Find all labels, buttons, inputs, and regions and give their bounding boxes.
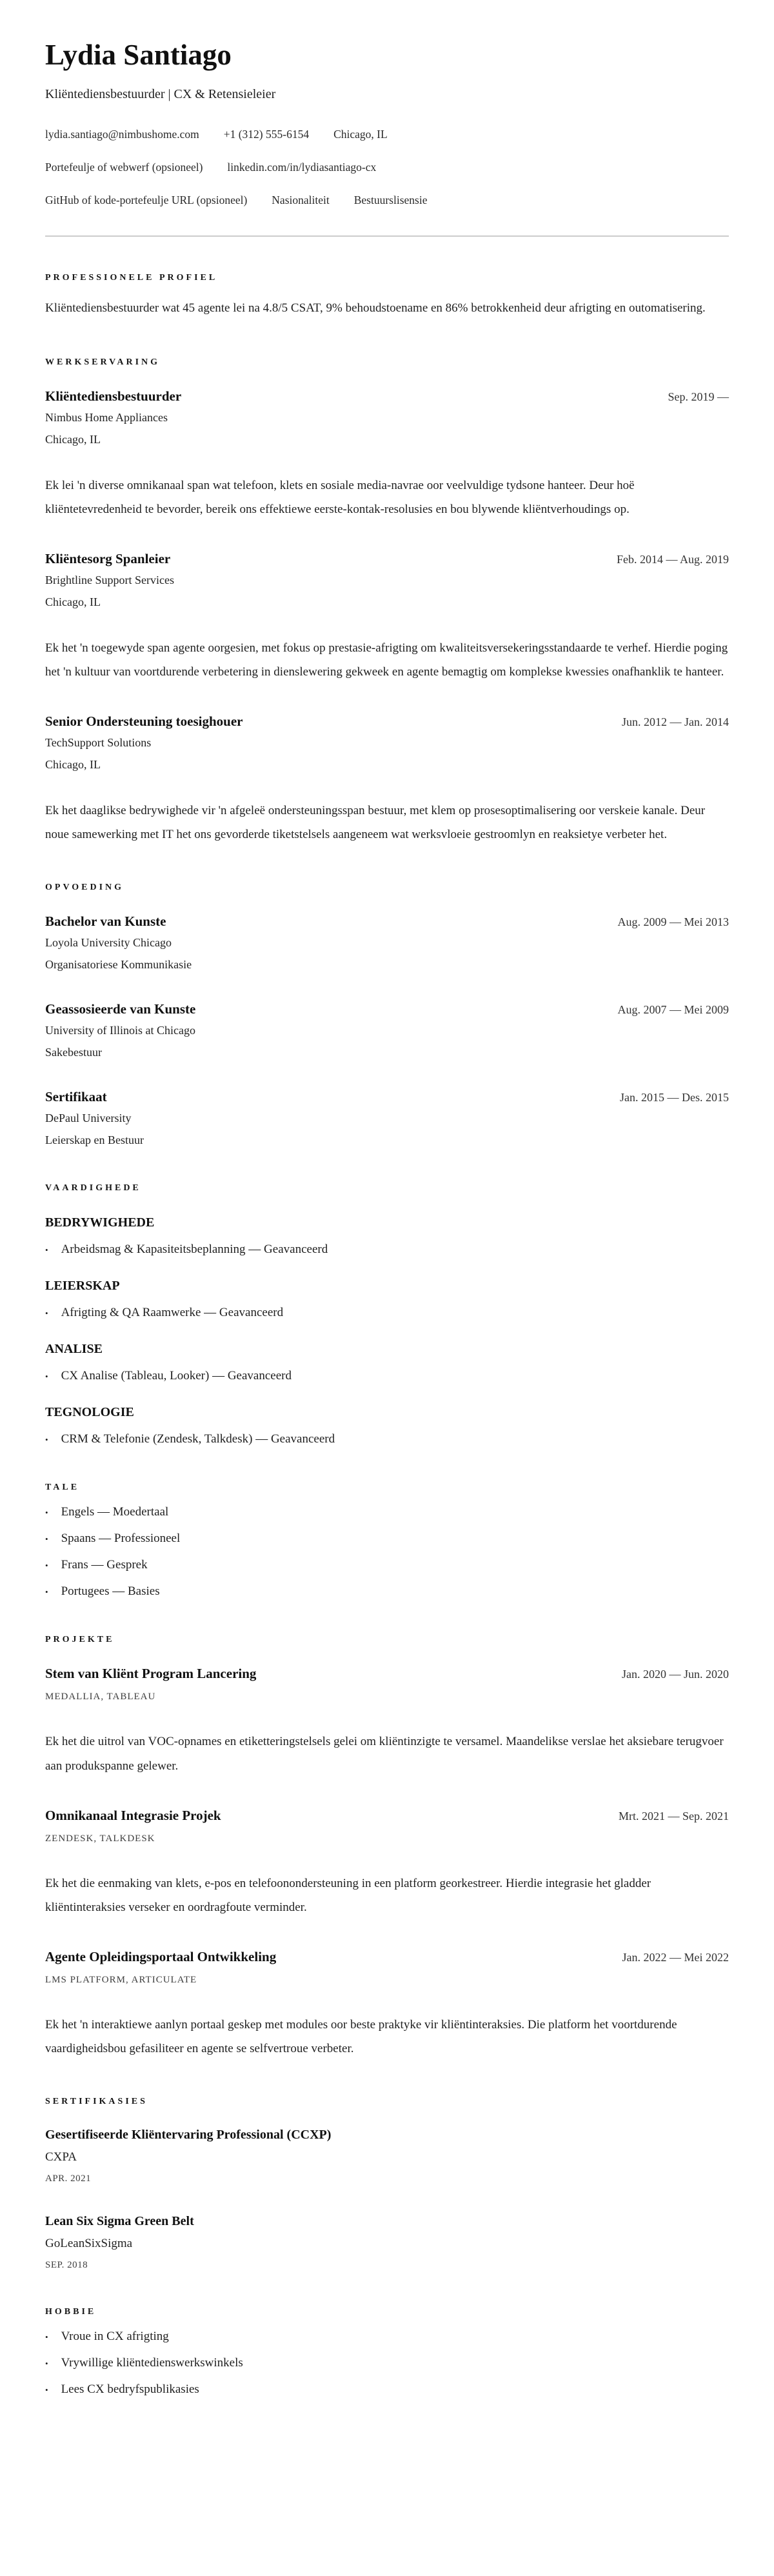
linkedin-text: linkedin.com/in/lydiasantiago-cx: [227, 161, 377, 174]
skills-heading: VAARDIGHEDE: [45, 1183, 141, 1193]
hobby-item: [45, 2382, 729, 2397]
nationality-text: Nasionaliteit: [272, 194, 330, 207]
section-certifications: [45, 2097, 729, 2271]
skill-item-text: Arbeidsmag & Kapasiteitsbeplanning — Geavanceerd: [61, 1243, 328, 1257]
contact-row-1: [45, 128, 729, 141]
profile-text: Kliëntediensbestuurder wat 45 agente lei na 4.8/5 CSAT, 9% behoudstoename en 86% betrokkenheid deur afrigting en outomatisering.: [45, 301, 706, 315]
language-item-text: Engels — Moedertaal: [61, 1505, 169, 1519]
job-title: Kliëntediensbestuurder: [45, 388, 182, 404]
skill-category: [45, 1279, 729, 1320]
email-text: lydia.santiago@nimbushome.com: [45, 128, 199, 141]
project-tools: MEDALLIA, TABLEAU: [45, 1692, 156, 1702]
section-profile: [45, 273, 729, 321]
header-divider: [45, 235, 729, 237]
job-location: Chicago, IL: [45, 433, 101, 446]
institution: University of Illinois at Chicago: [45, 1024, 195, 1037]
hobby-item-text: Vroue in CX afrigting: [61, 2329, 169, 2343]
bullet-icon: •: [45, 2384, 48, 2395]
certification-issuer: CXPA: [45, 2150, 77, 2164]
section-hobbies: [45, 2307, 729, 2397]
project-entry: [45, 1808, 729, 1919]
language-item-text: Frans — Gesprek: [61, 1558, 148, 1572]
bullet-icon: •: [45, 1372, 48, 1382]
skill-category: [45, 1215, 729, 1257]
resume-header: [45, 40, 729, 237]
field-of-study: Organisatoriese Kommunikasie: [45, 958, 192, 972]
field-of-study: Sakebestuur: [45, 1046, 102, 1059]
certification-entry: [45, 2214, 729, 2271]
experience-heading: WERKSERVARING: [45, 357, 161, 368]
project-description: Ek het die uitrol van VOC-opnames en etiketteringstelsels gelei om kliëntinzigte te versamel. Maandelikse verslae het aksiebare terugvoer aan produkspanne gelewer.: [45, 1735, 724, 1773]
section-education: [45, 883, 729, 1147]
entry-header: [45, 388, 729, 404]
field-of-study: Leierskap en Bestuur: [45, 1133, 144, 1147]
languages-heading: TALE: [45, 1483, 80, 1493]
bullet-icon: •: [45, 2331, 48, 2342]
skill-item: [45, 1306, 729, 1320]
entry-header: [45, 914, 729, 930]
language-item-text: Spaans — Professioneel: [61, 1532, 181, 1546]
person-name: Lydia Santiago: [45, 39, 232, 71]
degree-title: Bachelor van Kunste: [45, 914, 166, 930]
bullet-icon: •: [45, 1587, 48, 1597]
project-tools: LMS PLATFORM, ARTICULATE: [45, 1974, 197, 1985]
certification-date: APR. 2021: [45, 2173, 92, 2184]
language-item: [45, 1558, 729, 1572]
language-list: [45, 1505, 729, 1599]
certification-issuer: GoLeanSixSigma: [45, 2236, 133, 2250]
skill-item: [45, 1243, 729, 1257]
experience-entry: [45, 714, 729, 846]
language-item: [45, 1532, 729, 1546]
bullet-icon: •: [45, 1245, 48, 1255]
hobby-item-text: Lees CX bedryfspublikasies: [61, 2382, 199, 2396]
certification-date: SEP. 2018: [45, 2259, 88, 2270]
education-dates: Aug. 2009 — Mei 2013: [617, 915, 729, 929]
phone-text: +1 (312) 555-6154: [223, 128, 310, 141]
skill-item-text: CRM & Telefonie (Zendesk, Talkdesk) — Geavanceerd: [61, 1432, 335, 1446]
job-title: Senior Ondersteuning toesighouer: [45, 714, 243, 730]
skill-item: [45, 1369, 729, 1383]
experience-entry: [45, 551, 729, 684]
section-projects: [45, 1635, 729, 2060]
project-entry: [45, 1949, 729, 2061]
education-entry: [45, 1089, 729, 1147]
skill-list: [45, 1369, 729, 1383]
certification-name: Gesertifiseerde Kliëntervaring Professional (CCXP): [45, 2127, 332, 2142]
education-dates: Aug. 2007 — Mei 2009: [617, 1003, 729, 1017]
project-dates: Jan. 2020 — Jun. 2020: [622, 1668, 729, 1681]
license-text: Bestuurslisensie: [353, 194, 428, 207]
skill-item-text: Afrigting & QA Raamwerke — Geavanceerd: [61, 1306, 284, 1320]
section-experience: [45, 357, 729, 846]
location-text: Chicago, IL: [333, 128, 388, 141]
bullet-icon: •: [45, 1561, 48, 1571]
degree-title: Geassosieerde van Kunste: [45, 1001, 196, 1017]
certification-name: Lean Six Sigma Green Belt: [45, 2213, 194, 2228]
skill-list: [45, 1432, 729, 1446]
certifications-heading: SERTIFIKASIES: [45, 2096, 148, 2106]
bullet-icon: •: [45, 1308, 48, 1319]
projects-heading: PROJEKTE: [45, 1635, 115, 1645]
job-location: Chicago, IL: [45, 758, 101, 772]
bullet-icon: •: [45, 1435, 48, 1445]
bullet-icon: •: [45, 1534, 48, 1544]
job-location: Chicago, IL: [45, 595, 101, 609]
section-skills: [45, 1183, 729, 1446]
entry-header: [45, 1089, 729, 1105]
job-description: Ek lei 'n diverse omnikanaal span wat telefoon, klets en sosiale media-navrae oor veelvuldige tydsone hanteer. Deur hoë kliëntetevredenheid te bevorder, bereik ons effektiewe eerste-kontak-resolusies en bou blywende kliëntverhoudings op.: [45, 479, 635, 517]
job-dates: Feb. 2014 — Aug. 2019: [616, 553, 729, 566]
degree-title: Sertifikaat: [45, 1089, 107, 1105]
experience-entry: [45, 388, 729, 521]
job-company: Nimbus Home Appliances: [45, 411, 168, 424]
certification-entry: [45, 2128, 729, 2184]
website-placeholder-text: Portefeulje of webwerf (opsioneel): [45, 161, 203, 174]
skill-category-name: LEIERSKAP: [45, 1279, 120, 1293]
entry-header: [45, 1949, 729, 1965]
language-item-text: Portugees — Basies: [61, 1584, 160, 1599]
skill-list: [45, 1243, 729, 1257]
hobby-list: [45, 2330, 729, 2397]
skill-item: [45, 1432, 729, 1446]
language-item: [45, 1505, 729, 1519]
job-title: Kliëntesorg Spanleier: [45, 551, 171, 567]
project-title: Agente Opleidingsportaal Ontwikkeling: [45, 1948, 277, 1964]
contact-row-3: [45, 194, 729, 207]
hobby-item: [45, 2356, 729, 2370]
education-entry: [45, 1001, 729, 1059]
education-dates: Jan. 2015 — Des. 2015: [620, 1091, 729, 1104]
skill-category-name: BEDRYWIGHEDE: [45, 1215, 155, 1230]
skill-category-name: TEGNOLOGIE: [45, 1405, 134, 1420]
bullet-icon: •: [45, 2358, 48, 2368]
hobby-item: [45, 2330, 729, 2344]
institution: Loyola University Chicago: [45, 936, 172, 950]
contact-row-2: [45, 161, 729, 174]
job-description: Ek het 'n toegewyde span agente oorgesien, met fokus op prestasie-afrigting om kwaliteitsversekeringsstandaarde te verhef. Hierdie poging het 'n kultuur van voortdurende verbetering in dienslewering gekweek en agente bemagtig om komplekse kwessies onafhanklik te hanteer.: [45, 641, 728, 679]
project-description: Ek het die eenmaking van klets, e-pos en telefoonondersteuning in een platform georkestreer. Hierdie integrasie het gladder kliëntinteraksies verseker en oordragfoute verminder.: [45, 1876, 651, 1914]
education-entry: [45, 914, 729, 972]
entry-header: [45, 1001, 729, 1017]
job-company: Brightline Support Services: [45, 574, 174, 587]
project-title: Omnikanaal Integrasie Projek: [45, 1807, 221, 1823]
project-entry: [45, 1666, 729, 1777]
skill-category-name: ANALISE: [45, 1342, 103, 1357]
job-dates: Sep. 2019 —: [668, 390, 729, 404]
project-description: Ek het 'n interaktiewe aanlyn portaal geskep met modules oor beste praktyke vir kliëntinteraksies. Die platform het voortdurende vaardigheidsbou gefasiliteer en agente se selfvertroue verbeter.: [45, 2017, 677, 2055]
entry-header: [45, 551, 729, 567]
project-title: Stem van Kliënt Program Lancering: [45, 1666, 257, 1682]
job-description: Ek het daaglikse bedrywighede vir 'n afgeleë ondersteuningsspan bestuur, met klem op prosesoptimalisering oor verskeie kanale. Deur noue samewerking met IT het ons gevorderde tiketstelsels aangeneem wat werksvloeie gestroomlyn en reaksietye verbeter het.: [45, 804, 706, 842]
job-dates: Jun. 2012 — Jan. 2014: [622, 715, 729, 729]
project-tools: ZENDESK, TALKDESK: [45, 1833, 155, 1844]
entry-header: [45, 1666, 729, 1682]
headline: Kliëntediensbestuurder | CX & Retensieleier: [45, 87, 276, 102]
skill-item-text: CX Analise (Tableau, Looker) — Geavanceerd: [61, 1369, 292, 1383]
skill-list: [45, 1306, 729, 1320]
project-dates: Jan. 2022 — Mei 2022: [622, 1950, 729, 1964]
github-placeholder-text: GitHub of kode-portefeulje URL (opsioneel): [45, 194, 248, 207]
language-item: [45, 1584, 729, 1599]
institution: DePaul University: [45, 1112, 132, 1125]
hobbies-heading: HOBBIE: [45, 2306, 97, 2317]
section-languages: [45, 1483, 729, 1599]
project-dates: Mrt. 2021 — Sep. 2021: [619, 1809, 729, 1822]
profile-heading: PROFESSIONELE PROFIEL: [45, 273, 218, 283]
hobby-item-text: Vrywillige kliëntedienswerkswinkels: [61, 2355, 243, 2370]
education-heading: OPVOEDING: [45, 883, 124, 893]
skill-category: [45, 1405, 729, 1446]
job-company: TechSupport Solutions: [45, 736, 152, 750]
bullet-icon: •: [45, 1508, 48, 1518]
skill-category: [45, 1342, 729, 1383]
entry-header: [45, 1808, 729, 1824]
entry-header: [45, 714, 729, 730]
